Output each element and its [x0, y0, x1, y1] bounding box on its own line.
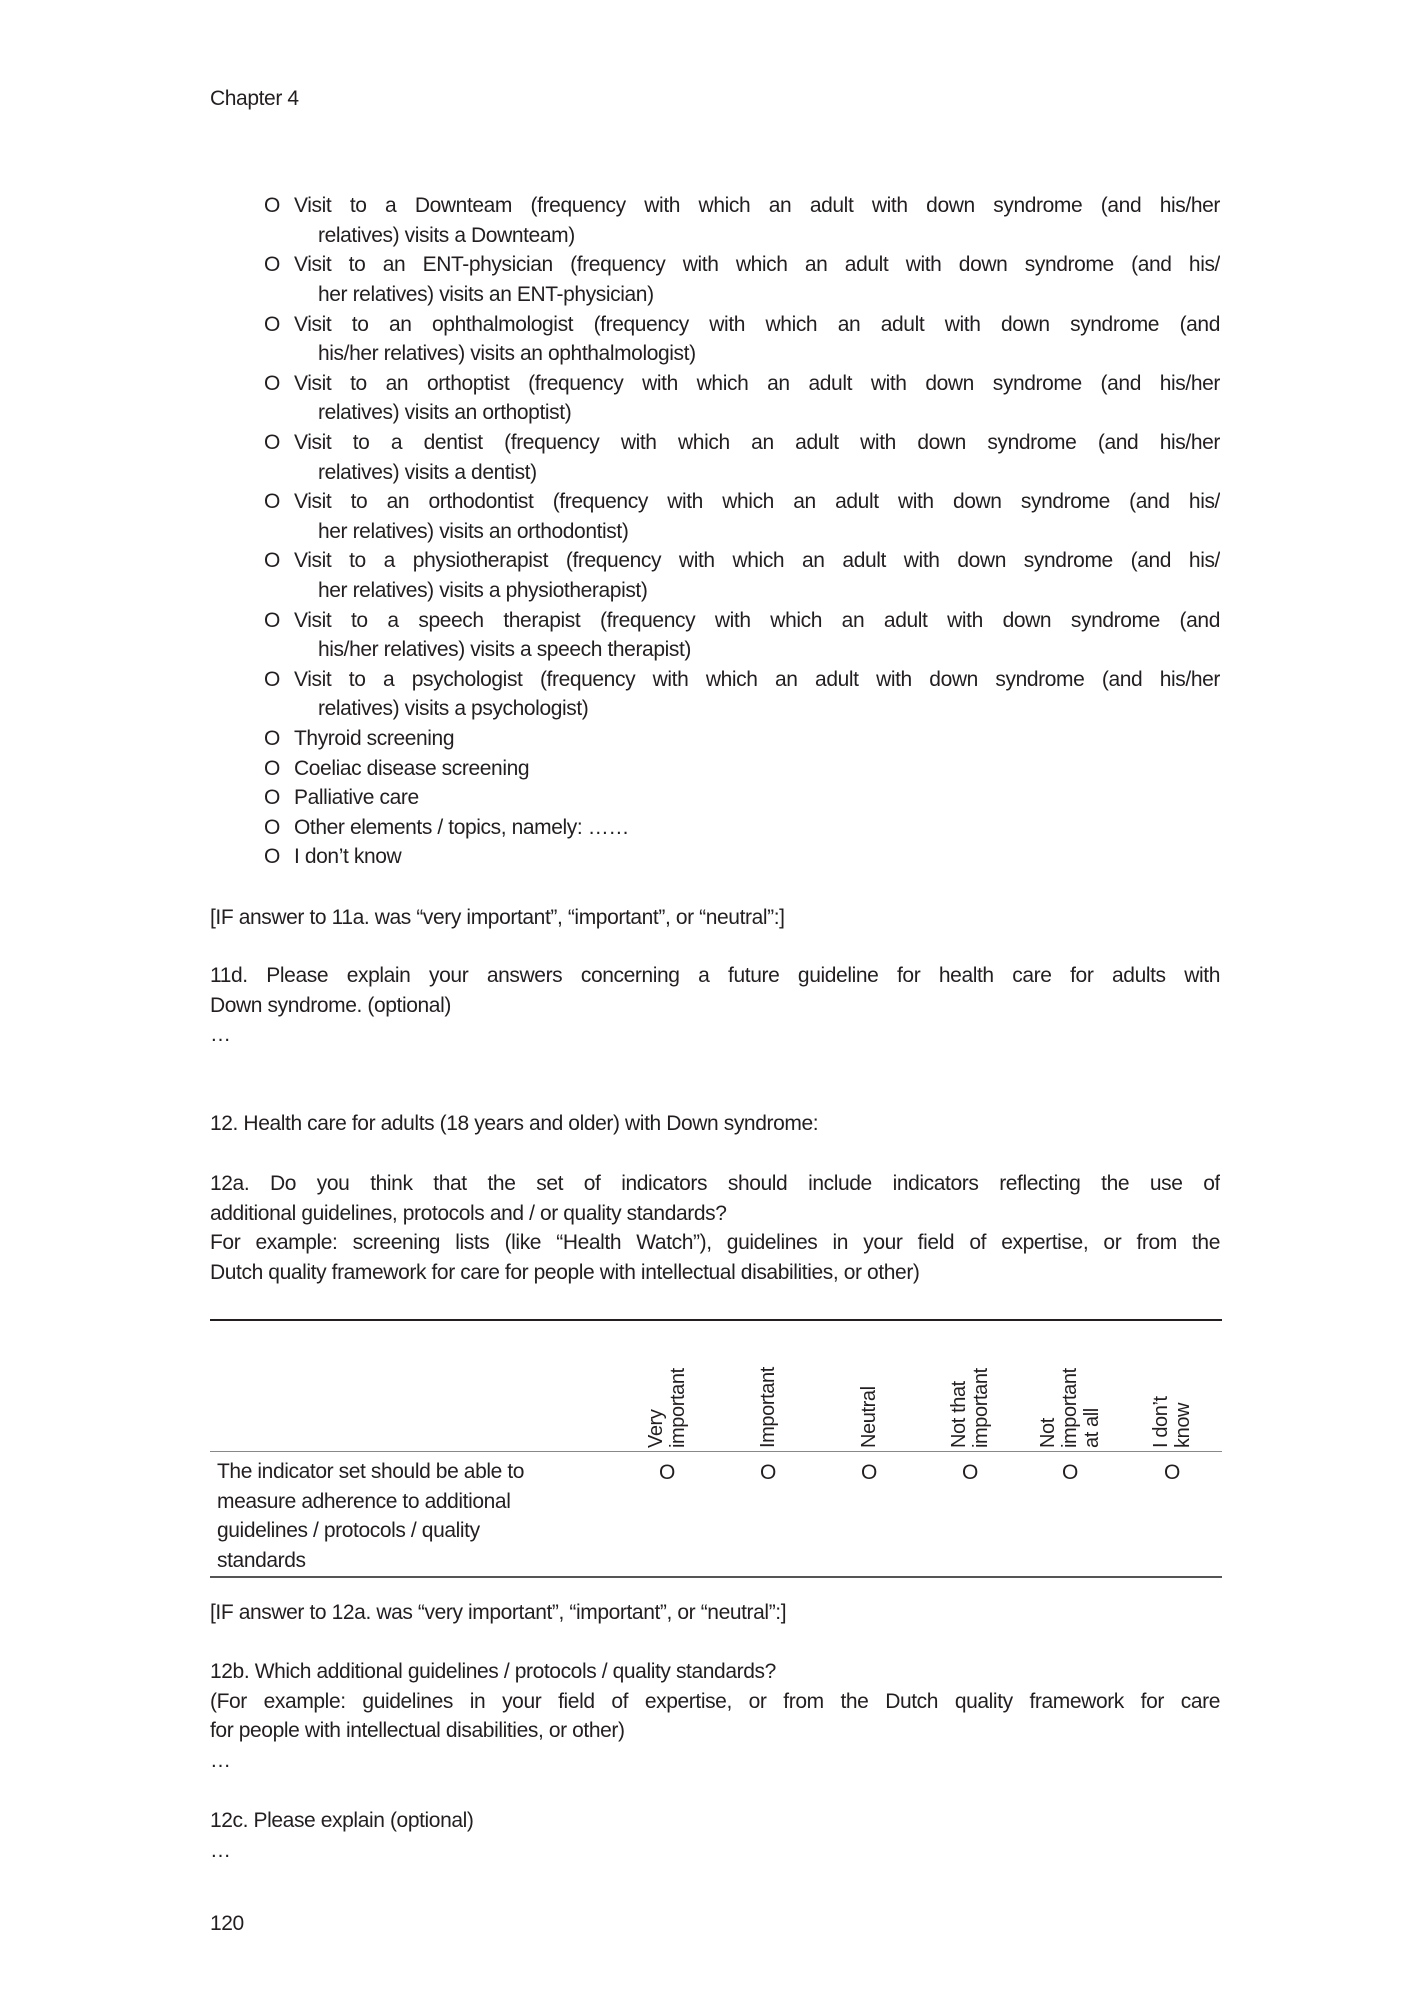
column-header: [858, 1326, 880, 1448]
list-item-text: [294, 783, 1220, 813]
column-header-line: important: [1059, 1368, 1081, 1448]
column-header: [757, 1326, 779, 1448]
column-header-line: know: [1172, 1402, 1194, 1448]
radio-circle-icon[interactable]: O: [264, 727, 280, 750]
list-item-line: her relatives) visits a physiotherapist): [318, 578, 648, 602]
list-item-line: his/her relatives) visits an ophthalmologist): [318, 342, 696, 366]
question-12a: [210, 1169, 1220, 1287]
list-item-text: [294, 428, 1220, 487]
rating-radio[interactable]: O: [659, 1461, 675, 1484]
chapter-header: Chapter 4: [210, 87, 299, 110]
question-12: 12. Health care for adults (18 years and older) with Down syndrome:: [210, 1112, 819, 1135]
question-12c: [210, 1806, 1220, 1865]
list-item-text: [294, 191, 1220, 250]
radio-circle-icon[interactable]: O: [264, 253, 280, 277]
list-item-text: [294, 724, 1220, 754]
question-12b: [210, 1657, 1220, 1775]
radio-circle-icon[interactable]: O: [264, 490, 280, 514]
radio-circle-icon[interactable]: O: [264, 667, 280, 691]
list-item-line: her relatives) visits an orthodontist): [318, 519, 629, 543]
rating-radio[interactable]: O: [1164, 1461, 1180, 1484]
answer-field[interactable]: …: [210, 1748, 231, 1772]
list-item-line: Other elements / topics, namely: ……: [294, 815, 629, 839]
column-header-line: Very: [645, 1409, 667, 1448]
row-label-line: The indicator set should be able to: [217, 1460, 525, 1483]
column-header: [1150, 1326, 1194, 1448]
radio-circle-icon[interactable]: O: [264, 371, 280, 395]
list-item-text: [294, 813, 1220, 843]
radio-circle-icon[interactable]: O: [264, 194, 280, 218]
rating-radio[interactable]: O: [1062, 1461, 1078, 1484]
question-line: 11d. Please explain your answers concerning a future guideline for health care for adults with: [210, 964, 1220, 987]
list-item-line: Visit to a Downteam (frequency with which an adult with down syndrome (and his/her: [294, 194, 1220, 218]
list-item-text: [294, 546, 1220, 605]
question-line: (For example: guidelines in your field of expertise, or from the Dutch quality framework for care: [210, 1689, 1220, 1713]
question-line: Dutch quality framework for care for people with intellectual disabilities, or other): [210, 1260, 920, 1284]
row-label-line: measure adherence to additional: [217, 1489, 511, 1513]
radio-circle-icon[interactable]: O: [264, 549, 280, 573]
list-item-line: Visit to a speech therapist (frequency with which an adult with down syndrome (and: [294, 608, 1220, 632]
table-bottom-rule: [210, 1576, 1222, 1578]
condition-12a: [IF answer to 12a. was “very important”, “important”, or “neutral”:]: [210, 1601, 787, 1624]
list-item-text: [294, 754, 1220, 784]
list-item-text: [294, 369, 1220, 428]
radio-circle-icon[interactable]: O: [264, 845, 280, 869]
condition-11a: [IF answer to 11a. was “very important”, “important”, or “neutral”:]: [210, 906, 785, 929]
question-line: Down syndrome. (optional): [210, 993, 451, 1017]
list-item-text: [294, 842, 1220, 872]
list-item-line: Visit to an ophthalmologist (frequency with which an adult with down syndrome (and: [294, 312, 1220, 336]
row-label-line: standards: [217, 1548, 306, 1572]
table-header-rule: [210, 1451, 1222, 1452]
list-item-line: Visit to a psychologist (frequency with which an adult with down syndrome (and his/her: [294, 667, 1220, 691]
column-header-line: important: [970, 1368, 992, 1448]
page-number: 120: [210, 1912, 244, 1935]
question-line: For example: screening lists (like “Health Watch”), guidelines in your field of expertise, or from the: [210, 1231, 1220, 1255]
question-line: 12a. Do you think that the set of indicators should include indicators reflecting the use of: [210, 1172, 1220, 1195]
column-header-line: I don’t: [1150, 1396, 1172, 1448]
list-item-text: [294, 487, 1220, 546]
column-header-line: Not that: [948, 1381, 970, 1448]
radio-circle-icon[interactable]: O: [264, 431, 280, 454]
list-item-line: Palliative care: [294, 786, 419, 810]
radio-circle-icon[interactable]: O: [264, 608, 280, 632]
list-item-line: relatives) visits a Downteam): [318, 223, 575, 247]
list-item-text: [294, 250, 1220, 309]
list-item-line: Thyroid screening: [294, 727, 455, 750]
radio-circle-icon[interactable]: O: [264, 312, 280, 336]
rating-radio[interactable]: O: [760, 1461, 776, 1484]
list-item-line: Visit to an orthoptist (frequency with which an adult with down syndrome (and his/her: [294, 371, 1220, 395]
list-item-line: relatives) visits a psychologist): [318, 697, 589, 721]
question-line: additional guidelines, protocols and / or quality standards?: [210, 1201, 727, 1225]
list-item-line: his/her relatives) visits a speech therapist): [318, 638, 691, 662]
list-item-line: Visit to a dentist (frequency with which an adult with down syndrome (and his/her: [294, 431, 1220, 454]
column-header-line: Neutral: [858, 1386, 880, 1448]
column-header: [948, 1326, 992, 1448]
answer-field[interactable]: …: [210, 1838, 231, 1862]
column-header-line: Not: [1037, 1418, 1059, 1448]
column-header: [1037, 1326, 1103, 1448]
question-line: for people with intellectual disabilities, or other): [210, 1719, 625, 1743]
list-item-line: Visit to a physiotherapist (frequency with which an adult with down syndrome (and his/: [294, 549, 1220, 573]
list-item-line: relatives) visits an orthoptist): [318, 401, 572, 425]
table-top-rule: [210, 1319, 1222, 1321]
list-item-line: I don’t know: [294, 845, 402, 869]
column-header-line: at all: [1081, 1408, 1103, 1448]
column-header-line: important: [667, 1368, 689, 1448]
radio-circle-icon[interactable]: O: [264, 786, 280, 810]
rating-radio[interactable]: O: [962, 1461, 978, 1484]
table-row-label: [217, 1457, 524, 1575]
radio-circle-icon[interactable]: O: [264, 815, 280, 839]
list-item-text: [294, 606, 1220, 665]
question-line: 12c. Please explain (optional): [210, 1809, 474, 1832]
list-item-text: [294, 310, 1220, 369]
answer-field[interactable]: …: [210, 1023, 231, 1047]
question-11d: [210, 961, 1220, 1050]
column-header-line: Important: [757, 1367, 779, 1448]
list-item-line: Visit to an orthodontist (frequency with which an adult with down syndrome (and his/: [294, 490, 1220, 514]
list-item-text: [294, 665, 1220, 724]
list-item-line: Coeliac disease screening: [294, 756, 530, 780]
list-item-line: her relatives) visits an ENT-physician): [318, 282, 654, 306]
list-item-line: relatives) visits a dentist): [318, 460, 537, 484]
radio-circle-icon[interactable]: O: [264, 756, 280, 780]
question-line: 12b. Which additional guidelines / protocols / quality standards?: [210, 1660, 776, 1683]
column-header: [645, 1326, 689, 1448]
list-item-line: Visit to an ENT-physician (frequency with which an adult with down syndrome (and his/: [294, 253, 1220, 277]
rating-radio[interactable]: O: [861, 1461, 877, 1484]
row-label-line: guidelines / protocols / quality: [217, 1519, 480, 1543]
